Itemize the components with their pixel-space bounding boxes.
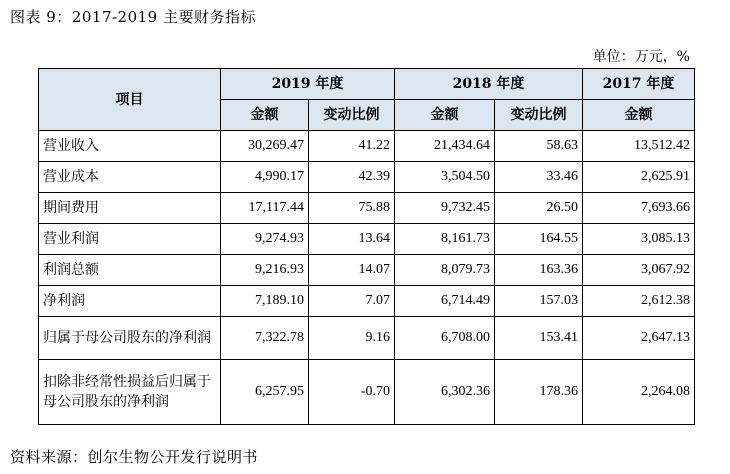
table-row [39, 360, 695, 425]
year-2017-header: 2017 年度 [583, 69, 695, 100]
amount-2017: 13,512.42 [583, 131, 695, 162]
table-row [39, 131, 695, 162]
amount-2019: 9,274.93 [221, 224, 309, 255]
amount-2018: 9,732.45 [395, 193, 495, 224]
amount-2019: 7,189.10 [221, 286, 309, 317]
change-2019: 41.22 [309, 131, 395, 162]
amount-2018: 21,434.64 [395, 131, 495, 162]
row-item: 营业成本 [39, 162, 221, 193]
amount-2019: 6,257.95 [221, 360, 309, 425]
amount-2018-header: 金额 [395, 100, 495, 131]
change-2018-header: 变动比例 [495, 100, 583, 131]
amount-2019: 7,322.78 [221, 317, 309, 360]
amount-2017: 3,067.92 [583, 255, 695, 286]
amount-2017: 2,264.08 [583, 360, 695, 425]
change-2018: 26.50 [495, 193, 583, 224]
table-row [39, 286, 695, 317]
change-2018: 163.36 [495, 255, 583, 286]
change-2019: 75.88 [309, 193, 395, 224]
financial-indicators-table [38, 68, 695, 425]
change-2019: 13.64 [309, 224, 395, 255]
change-2019: 14.07 [309, 255, 395, 286]
row-item: 营业利润 [39, 224, 221, 255]
change-2019: 42.39 [309, 162, 395, 193]
amount-2018: 8,161.73 [395, 224, 495, 255]
change-2018: 178.36 [495, 360, 583, 425]
table-row [39, 255, 695, 286]
year-2018-header: 2018 年度 [395, 69, 583, 100]
year-2019-header: 2019 年度 [221, 69, 395, 100]
change-2018: 58.63 [495, 131, 583, 162]
row-item: 利润总额 [39, 255, 221, 286]
change-2019-header: 变动比例 [309, 100, 395, 131]
amount-2018: 8,079.73 [395, 255, 495, 286]
amount-2017-header: 金额 [583, 100, 695, 131]
amount-2019: 30,269.47 [221, 131, 309, 162]
item-column-header: 项目 [39, 69, 221, 131]
amount-2019: 4,990.17 [221, 162, 309, 193]
row-item: 净利润 [39, 286, 221, 317]
change-2019: -0.70 [309, 360, 395, 425]
change-2018: 164.55 [495, 224, 583, 255]
amount-2018: 6,708.00 [395, 317, 495, 360]
amount-2017: 7,693.66 [583, 193, 695, 224]
amount-2018: 6,714.49 [395, 286, 495, 317]
amount-2017: 3,085.13 [583, 224, 695, 255]
amount-2017: 2,647.13 [583, 317, 695, 360]
amount-2017: 2,612.38 [583, 286, 695, 317]
table-row [39, 193, 695, 224]
change-2019: 7.07 [309, 286, 395, 317]
change-2018: 157.03 [495, 286, 583, 317]
table-row [39, 162, 695, 193]
source-note: 资料来源：创尔生物公开发行说明书 [10, 448, 259, 466]
change-2018: 33.46 [495, 162, 583, 193]
amount-2018: 3,504.50 [395, 162, 495, 193]
amount-2017: 2,625.91 [583, 162, 695, 193]
unit-note: 单位：万元，% [592, 49, 690, 65]
amount-2019-header: 金额 [221, 100, 309, 131]
amount-2019: 17,117.44 [221, 193, 309, 224]
amount-2018: 6,302.36 [395, 360, 495, 425]
change-2018: 153.41 [495, 317, 583, 360]
table-row [39, 317, 695, 360]
amount-2019: 9,216.93 [221, 255, 309, 286]
change-2019: 9.16 [309, 317, 395, 360]
table-row [39, 224, 695, 255]
row-item: 归属于母公司股东的净利润 [39, 317, 221, 360]
row-item: 营业收入 [39, 131, 221, 162]
figure-title: 图表 9：2017-2019 主要财务指标 [10, 8, 256, 26]
row-item: 扣除非经常性损益后归属于母公司股东的净利润 [39, 360, 221, 425]
row-item: 期间费用 [39, 193, 221, 224]
